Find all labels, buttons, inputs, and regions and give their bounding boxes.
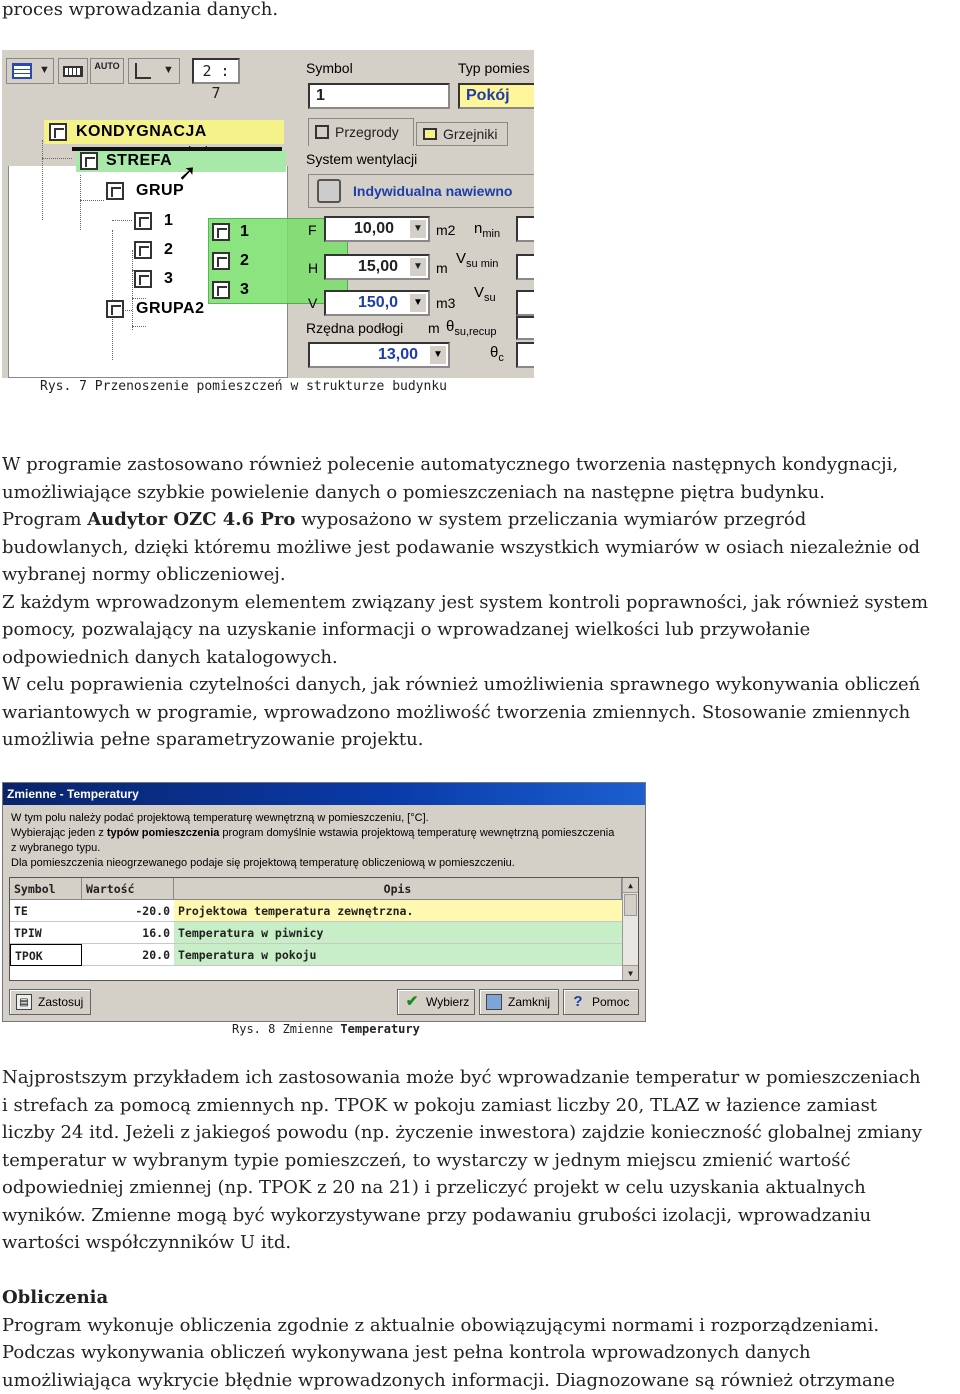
paragraph-line: W programie zastosowano również polecenie automatycznego tworzenia następnych kondygnacji, <box>2 451 898 479</box>
table-row-value[interactable]: 20.0 <box>82 944 174 966</box>
paragraph-line: Najprostszym przykładem ich zastosowania może być wprowadzanie temperatur w pomieszczeniach <box>2 1064 921 1092</box>
paragraph-line: odpowiedniej zmiennej (np. TPOK z 20 na 21) i przeliczyć projekt w celu uzyskania aktualnych <box>2 1174 866 1202</box>
paragraph-line: wyników. Zmienne mogą być wykorzystywane przy podawaniu grubości izolacji, wprowadzaniu <box>2 1202 871 1230</box>
scroll-thumb[interactable] <box>624 894 637 916</box>
ventilation-label: System wentylacji <box>306 151 417 167</box>
help-button[interactable]: ? Pomoc <box>563 989 639 1015</box>
group-icon <box>106 300 124 318</box>
paragraph-line: wybranej normy obliczeniowej. <box>2 561 286 589</box>
fan-icon <box>317 179 341 203</box>
close-button[interactable]: Zamknij <box>479 989 559 1015</box>
paragraph-line: Program Audytor OZC 4.6 Pro wyposażono w system przeliczania wymiarów przegród <box>2 506 806 534</box>
tab-przegrody[interactable]: Przegrody <box>308 118 414 146</box>
table-row-symbol-selected[interactable]: TPOK <box>10 944 82 966</box>
zone-icon <box>80 152 98 170</box>
tree-item-grupa1[interactable]: GRUP <box>102 180 222 202</box>
section-heading: Obliczenia <box>2 1284 108 1312</box>
paragraph-line: Z każdym wprowadzonym elementem związany jest system kontroli poprawności, jak również system <box>2 589 928 617</box>
group-icon <box>106 182 124 200</box>
checkmark-icon: ✔ <box>404 994 420 1010</box>
table-row-value[interactable]: 16.0 <box>82 922 174 944</box>
view-toggle-button[interactable] <box>6 58 54 84</box>
radiator-icon <box>423 128 437 140</box>
chevron-down-icon: ▼ <box>410 220 426 238</box>
theta-recup-field[interactable] <box>516 316 534 340</box>
grid-view-icon <box>12 63 32 79</box>
volume-field[interactable]: 150,0 ▼ <box>324 290 430 316</box>
keyboard-icon <box>63 66 83 77</box>
chevron-down-icon: ▼ <box>410 258 426 276</box>
paragraph-line: liczby 24 itd. Jeżeli z jakiegoś powodu (np. życzenie inwestora) zajdzie konieczność globalnej zmiany <box>2 1119 922 1147</box>
ratio-field[interactable]: 2 : 7 <box>192 58 240 84</box>
theta-c-field[interactable] <box>516 342 534 368</box>
column-header-symbol[interactable]: Symbol <box>10 878 82 900</box>
table-row-symbol[interactable]: TE <box>10 900 82 922</box>
tree-structure-button[interactable] <box>128 58 180 84</box>
wall-icon <box>315 125 329 139</box>
chevron-down-icon: ▼ <box>39 64 50 76</box>
tree-item-room-3[interactable]: 3 <box>132 268 192 290</box>
tree-item-grupa2[interactable]: GRUPA2 <box>102 298 222 320</box>
height-label: H <box>308 260 318 276</box>
paragraph-line: temperatur w wybranym typie pomieszczeń, to wystarczy w jednym miejscu zmienić wartość <box>2 1147 851 1175</box>
chevron-down-icon: ▼ <box>163 64 174 76</box>
table-row-symbol[interactable]: TPIW <box>10 922 82 944</box>
floor-level-label: Rzędna podłogi <box>306 320 403 336</box>
room-icon <box>134 241 152 259</box>
table-row-description[interactable]: Temperatura w piwnicy <box>174 922 622 944</box>
paragraph-line: odpowiednich danych katalogowych. <box>2 644 338 672</box>
figure8-caption: Rys. 8 Zmienne Temperatury <box>232 1022 420 1036</box>
chevron-down-icon: ▼ <box>410 294 426 312</box>
paragraph-line: umożliwiające szybkie powielenie danych o pomieszczeniach na następne piętra budynku. <box>2 479 825 507</box>
figure-building-structure: ▼ AUTO ▼ 2 : 7 KONDYGNACJA STREFA GRUP 1 2 3 GRUPA2 1 2 3 ➚ Symbol 1 Typ pomies Pokój Przegrody Grzejniki System wentylacji Indywidualna nawiewno F 10,00 ▼ m2 $n_{min}$ H 15,00 ▼ m $V_{su min}$ V 150,0 ▼ m3 $V_{su}$ Rzędna podłogi m $\theta_{su,recup}$ 13,00 ▼ $\theta_c$ <box>2 50 534 378</box>
floor-level-field[interactable]: 13,00 ▼ <box>308 342 450 368</box>
dialog-info: W tym polu należy podać projektową temperaturę wewnętrzną w pomieszczeniu, [°C]. Wybierając jeden z typów pomieszczenia program domyślnie wstawia projektową temperaturę wewnętrzną pomieszczenia z wybranego typu. Dla pomieszczenia nieogrzewanego podaje się projektową temperaturę obliczeniową w pomieszczeniu. <box>11 811 614 871</box>
room-icon <box>212 223 230 241</box>
vsu-field[interactable] <box>516 290 534 316</box>
tree-item-room-1[interactable]: 1 <box>132 210 192 232</box>
tab-grzejniki[interactable]: Grzejniki <box>416 122 508 146</box>
apply-button[interactable]: ▤ Zastosuj <box>9 989 91 1015</box>
tree-item-room-2[interactable]: 2 <box>132 239 192 261</box>
select-button[interactable]: ✔ Wybierz <box>397 989 475 1015</box>
paragraph-line: wartości współczynników U itd. <box>2 1229 291 1257</box>
auto-button[interactable]: AUTO <box>90 58 124 84</box>
table-row-description[interactable]: Temperatura w pokoju <box>174 944 622 966</box>
table-row-description[interactable]: Projektowa temperatura zewnętrzna. <box>174 900 622 922</box>
paragraph-line: wariantowych w programie, wprowadzono możliwość tworzenia zmiennych. Stosowanie zmiennych <box>2 699 910 727</box>
product-name: Audytor OZC 4.6 Pro <box>87 509 295 530</box>
vsu-min-field[interactable] <box>516 254 534 280</box>
tree-structure-icon <box>135 63 151 79</box>
paragraph-line: pomocy, pozwalający na uzyskanie informacji o wprowadzanej wielkości lub przywołanie <box>2 616 810 644</box>
room-icon <box>212 252 230 270</box>
paragraph-line: budowlanych, dzięki któremu możliwe jest podawanie wszystkich wymiarów w osiach niezależnie od <box>2 534 920 562</box>
drag-item-2: 2 <box>212 249 272 273</box>
room-icon <box>134 270 152 288</box>
room-icon <box>212 281 230 299</box>
volume-label: V <box>308 295 317 311</box>
column-header-description[interactable]: Opis <box>174 878 622 900</box>
paragraph-line: umożliwia pełne sparametryzowanie projektu. <box>2 726 423 754</box>
table-scrollbar[interactable] <box>622 878 638 980</box>
drag-item-3: 3 <box>212 278 272 302</box>
intro-line: proces wprowadzania danych. <box>2 0 278 24</box>
help-icon: ? <box>570 994 586 1010</box>
room-icon <box>134 212 152 230</box>
paragraph-line: Podczas wykonywania obliczeń wykonywana jest pełna kontrola wprowadzonych danych <box>2 1339 811 1367</box>
scroll-up-icon[interactable]: ▲ <box>623 878 638 893</box>
tree-item-kondygnacja[interactable]: KONDYGNACJA <box>44 120 284 144</box>
ventilation-system-field[interactable]: Indywidualna nawiewno <box>308 174 534 208</box>
symbol-field[interactable]: 1 <box>308 83 450 109</box>
paragraph-line: i strefach za pomocą zmiennych np. TPOK w pokoju zamiast liczby 20, TLAZ w łazience zamiast <box>2 1092 877 1120</box>
chevron-down-icon: ▼ <box>430 346 446 364</box>
apply-icon: ▤ <box>16 994 32 1010</box>
variables-table <box>9 877 639 981</box>
keyboard-button[interactable] <box>58 58 88 84</box>
table-row-value[interactable]: -20.0 <box>82 900 174 922</box>
door-icon <box>486 994 502 1010</box>
symbol-label: Symbol <box>306 60 353 76</box>
room-type-label: Typ pomies <box>458 60 530 76</box>
drop-indicator <box>72 147 282 151</box>
area-field[interactable]: 10,00 ▼ <box>324 216 430 242</box>
column-header-value[interactable]: Wartość <box>82 878 174 900</box>
paragraph-line: Program wykonuje obliczenia zgodnie z aktualnie obowiązującymi normami i rozporządzeniami. <box>2 1312 879 1340</box>
drag-item-1: 1 <box>212 220 272 244</box>
height-field[interactable]: 15,00 ▼ <box>324 254 430 280</box>
variables-dialog <box>2 782 646 1022</box>
paragraph-line: W celu poprawienia czytelności danych, jak również umożliwienia sprawnego wykonywania obliczeń <box>2 671 920 699</box>
scroll-down-icon[interactable]: ▼ <box>623 965 638 980</box>
area-label: F <box>308 222 317 238</box>
floor-icon <box>49 123 67 141</box>
paragraph-line: umożliwiająca wykrycie błędnie wprowadzonych informacji. Diagnozowane są również otrzymane <box>2 1367 895 1394</box>
nmin-field[interactable] <box>516 216 534 242</box>
figure7-caption: Rys. 7 Przenoszenie pomieszczeń w strukturze budynku <box>40 379 447 394</box>
dialog-title: Zmienne - Temperatury <box>3 783 645 805</box>
room-type-field[interactable]: Pokój <box>458 83 534 109</box>
mouse-cursor-icon: ➚ <box>178 160 196 186</box>
tree-item-strefa[interactable]: STREFA <box>76 150 286 172</box>
